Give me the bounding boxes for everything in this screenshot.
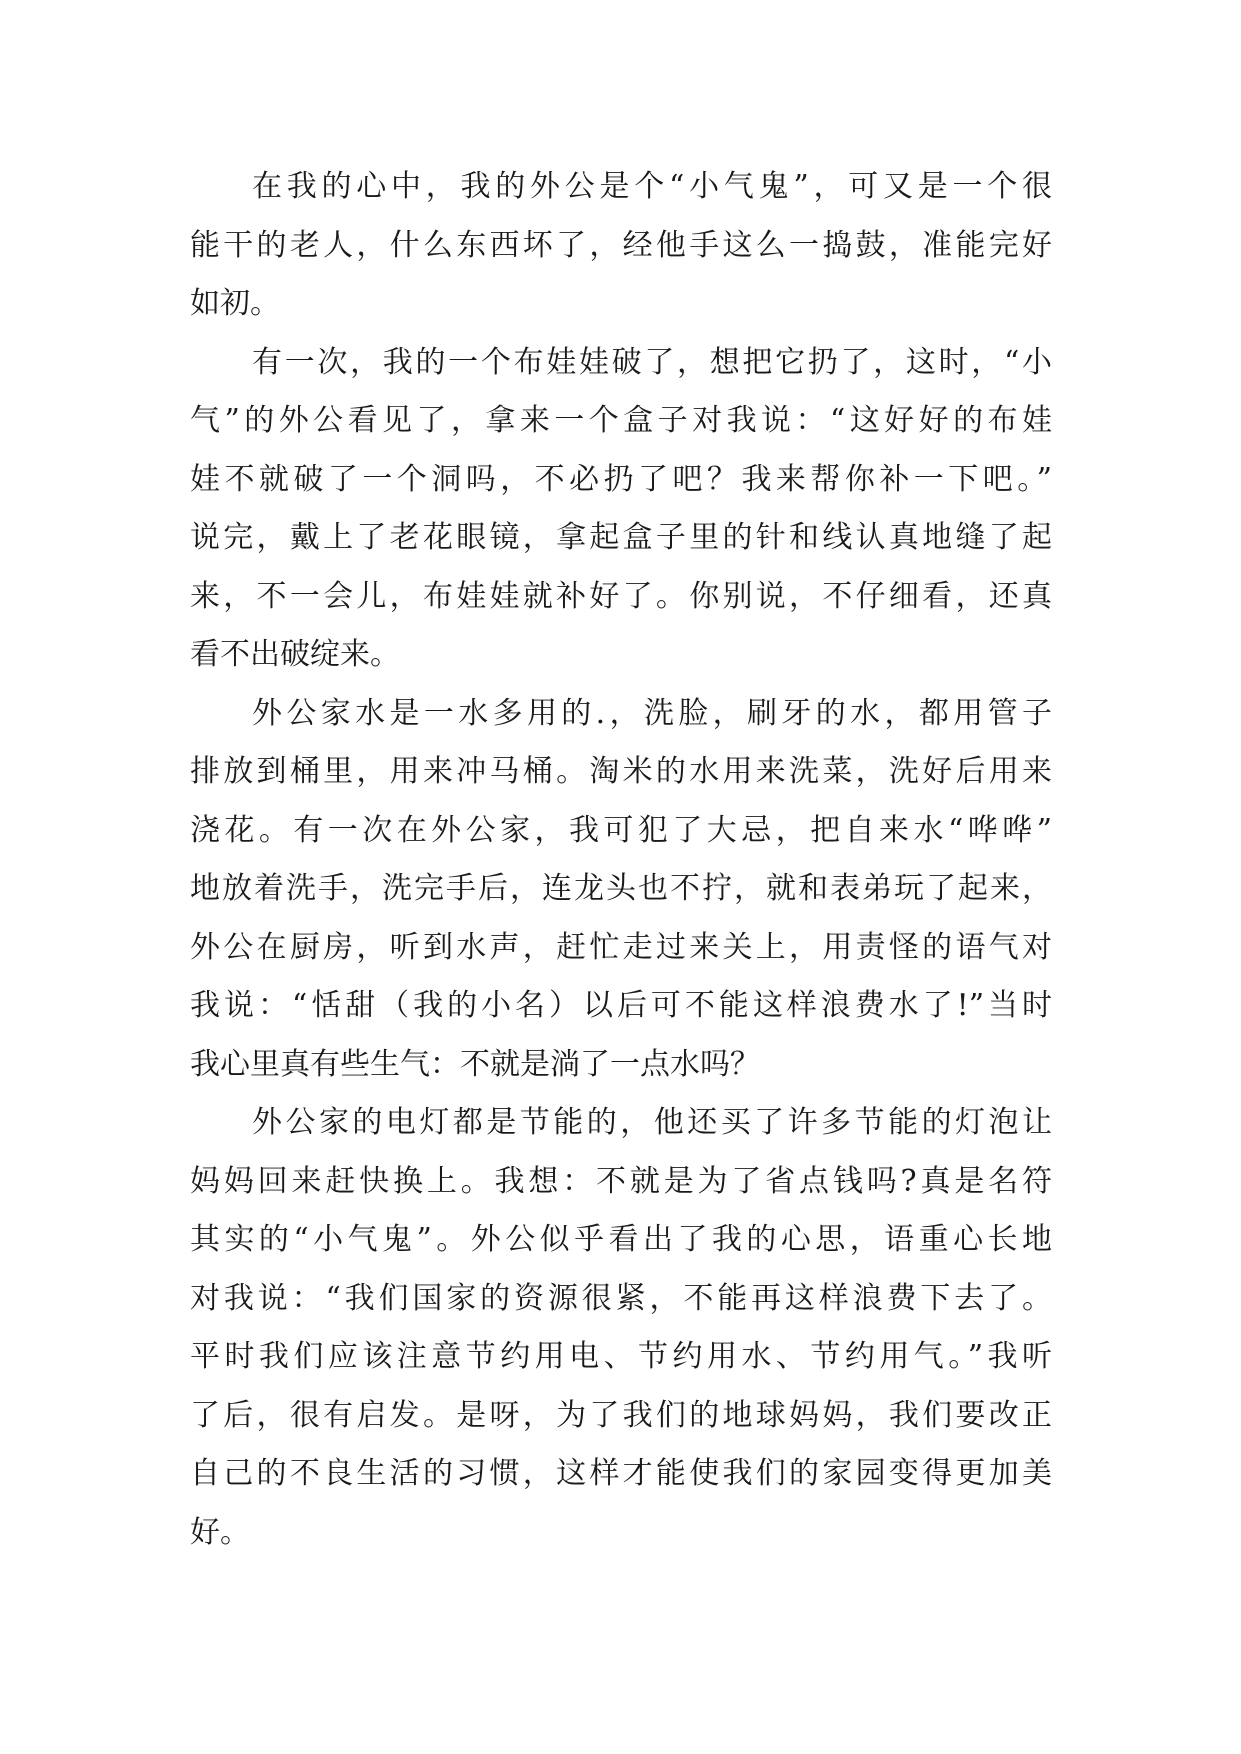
paragraph-2-line-2: 气”的外公看见了，拿来一个盒子对我说：“这好好的布娃 [190, 403, 1052, 438]
paragraph-2-line-5: 来，不一会儿，布娃娃就补好了。你别说，不仔细看，还真 [190, 578, 1052, 614]
paragraph-2-line-4: 说完，戴上了老花眼镜，拿起盒子里的针和线认真地缝了起 [190, 520, 1052, 555]
paragraph-1-line-1: 在我的心中，我的外公是个“小气鬼”，可又是一个很 [252, 169, 1052, 204]
paragraph-3-line-2: 排放到桶里，用来冲马桶。淘米的水用来洗菜，洗好后用来 [190, 754, 1052, 789]
paragraph-4-line-7: 自己的不良生活的习惯，这样才能使我们的家园变得更加美 [190, 1456, 1052, 1491]
paragraph-4-line-1: 外公家的电灯都是节能的，他还买了许多节能的灯泡让 [252, 1105, 1052, 1140]
paragraph-4-line-4: 对我说：“我们国家的资源很紧，不能再这样浪费下去了。 [190, 1280, 1052, 1316]
paragraph-2-line-3: 娃不就破了一个洞吗，不必扔了吧？我来帮你补一下吧。” [190, 461, 1052, 497]
paragraph-3-line-6: 我说：“恬甜（我的小名）以后可不能这样浪费水了!”当时 [190, 988, 1052, 1023]
paragraph-4-line-3: 其实的“小气鬼”。外公似乎看出了我的心思，语重心长地 [190, 1222, 1052, 1257]
paragraph-4-line-2: 妈妈回来赶快换上。我想：不就是为了省点钱吗?真是名符 [190, 1163, 1052, 1199]
essay-body [190, 158, 1052, 1562]
paragraph-2-line-6: 看不出破绽来。 [190, 637, 400, 672]
paragraph-4-line-8: 好。 [190, 1514, 250, 1550]
paragraph-4-line-6: 了后，很有启发。是呀，为了我们的地球妈妈，我们要改正 [190, 1397, 1052, 1433]
paragraph-4-line-5: 平时我们应该注意节约用电、节约用水、节约用气。”我听 [190, 1339, 1052, 1374]
paragraph-3-line-5: 外公在厨房，听到水声，赶忙走过来关上，用责怪的语气对 [190, 929, 1052, 965]
paragraph-3-line-4: 地放着洗手，洗完手后，连龙头也不拧，就和表弟玩了起来， [190, 871, 1052, 906]
paragraph-3-line-3: 浇花。有一次在外公家，我可犯了大忌，把自来水“哗哗” [190, 812, 1052, 848]
paragraph-3-line-1: 外公家水是一水多用的.，洗脸，刷牙的水，都用管子 [252, 695, 1052, 731]
paragraph-2-line-1: 有一次，我的一个布娃娃破了，想把它扔了，这时，“小 [252, 344, 1052, 380]
paragraph-1-line-2: 能干的老人，什么东西坏了，经他手这么一捣鼓，准能完好 [190, 227, 1052, 263]
paragraph-3-line-7: 我心里真有些生气：不就是淌了一点水吗？ [190, 1046, 760, 1082]
paragraph-1-line-3: 如初。 [190, 286, 280, 321]
